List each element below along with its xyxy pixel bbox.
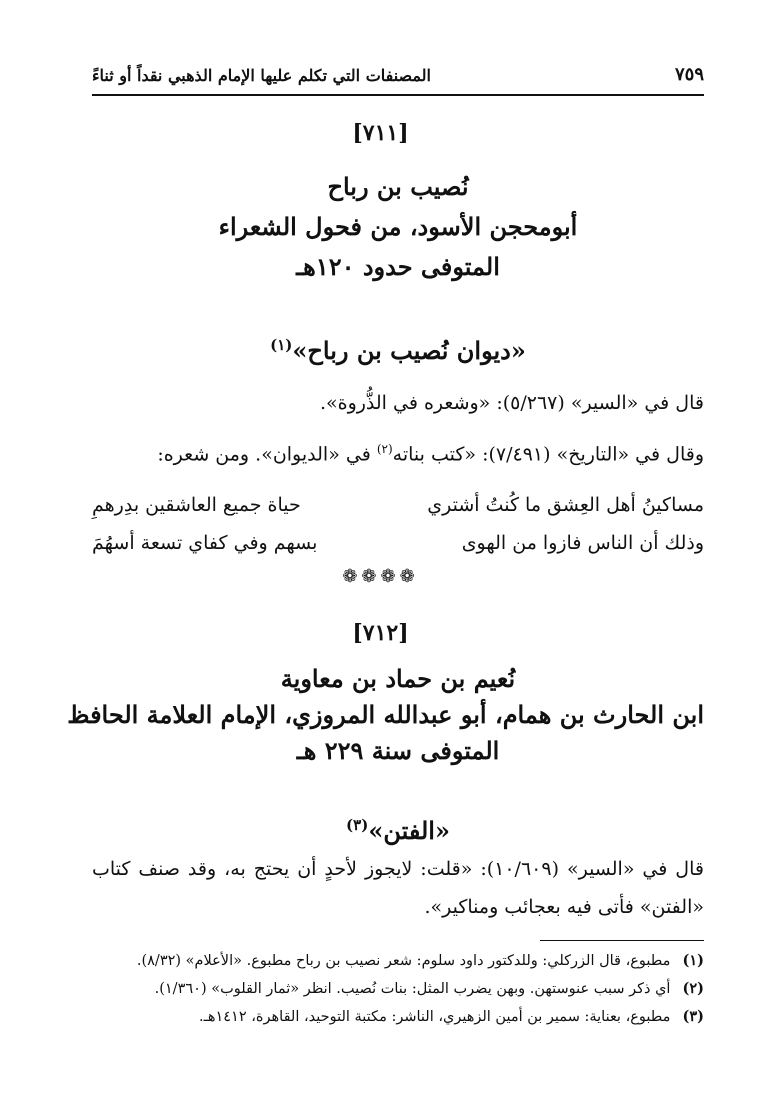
paragraph-text: وقال في «التاريخ» (٧/٤٩١): «كتب بناته bbox=[392, 443, 704, 466]
verse-first-hemistich: مساكينُ أهل العِشق ما كُنتُ أشتري bbox=[427, 494, 704, 516]
book-title-text: «ديوان نُصيب بن رباح» bbox=[292, 336, 526, 365]
footnote-ref: (٣) bbox=[346, 816, 369, 834]
footnote bbox=[92, 1008, 704, 1025]
running-title: المصنفات التي تكلم عليها الإمام الذهبي نقداً أو ثناءً bbox=[92, 66, 431, 85]
entry-number: [٧١١] bbox=[352, 120, 409, 146]
footnote-mark: (١) bbox=[682, 952, 704, 969]
footnote-ref: (١) bbox=[270, 336, 293, 354]
footnote-text: مطبوع، قال الزركلي: وللدكتور داود سلوم: شعر نصيب بن رباح مطبوع. «الأعلام» (٨/٣٢). bbox=[136, 953, 671, 969]
entry-death: المتوفى سنة ٢٢٩ هـ bbox=[296, 736, 500, 765]
verse-second-hemistich: حياة جميع العاشقين بدِرهمِ bbox=[92, 494, 301, 516]
entry-kunya: ابن الحارث بن همام، أبو عبدالله المروزي، الإمام العلامة الحافظ bbox=[67, 700, 704, 729]
footnote-text: أي ذكر سبب عنوستهن. وبهن يضرب المثل: بنات نُصيب. انظر «ثمار القلوب» (١/٣٦٠). bbox=[154, 981, 671, 997]
footnote-mark: (٣) bbox=[682, 1008, 704, 1025]
book-title bbox=[92, 336, 704, 365]
verse-line bbox=[92, 532, 704, 562]
running-header bbox=[92, 58, 704, 96]
footnote-rule bbox=[540, 940, 704, 941]
book-title bbox=[92, 816, 704, 845]
verse-second-hemistich: بسهم وفي كفاي تسعة أسهُمَ bbox=[92, 532, 318, 554]
verse-line bbox=[92, 494, 704, 524]
verse-first-hemistich: وذلك أن الناس فازوا من الهوى bbox=[461, 532, 704, 554]
paragraph bbox=[92, 442, 704, 465]
footnote bbox=[92, 952, 704, 969]
section-ornament: ❁❁❁❁ bbox=[342, 566, 419, 587]
book-title-text: «الفتن» bbox=[368, 816, 450, 845]
paragraph-text: في «الديوان». ومن شعره: bbox=[157, 443, 377, 466]
paragraph: قال في «السير» (١٠/٦٠٩): «قلت: لايجوز لأحدٍ أن يحتج به، وقد صنف كتاب «الفتن» فأتى فيه بعجائب ومناكير». bbox=[92, 858, 704, 918]
entry-name: نُصيب بن رباح bbox=[327, 172, 469, 201]
page-number: ٧٥٩ bbox=[674, 64, 704, 85]
entry-name: نُعيم بن حماد بن معاوية bbox=[280, 664, 516, 693]
entry-number: [٧١٢] bbox=[352, 620, 409, 646]
entry-death: المتوفى حدود ١٢٠هـ bbox=[296, 252, 500, 281]
entry-kunya: أبومحجن الأسود، من فحول الشعراء bbox=[218, 212, 578, 241]
paragraph: قال في «السير» (٥/٢٦٧): «وشعره في الذُّروة». bbox=[319, 392, 704, 414]
footnote-ref: (٢) bbox=[376, 442, 393, 456]
footnote bbox=[92, 980, 704, 997]
footnote-text: مطبوع، بعناية: سمير بن أمين الزهيري، الناشر: مكتبة التوحيد، القاهرة، ١٤١٢هـ. bbox=[198, 1009, 671, 1025]
footnote-mark: (٢) bbox=[682, 980, 704, 997]
